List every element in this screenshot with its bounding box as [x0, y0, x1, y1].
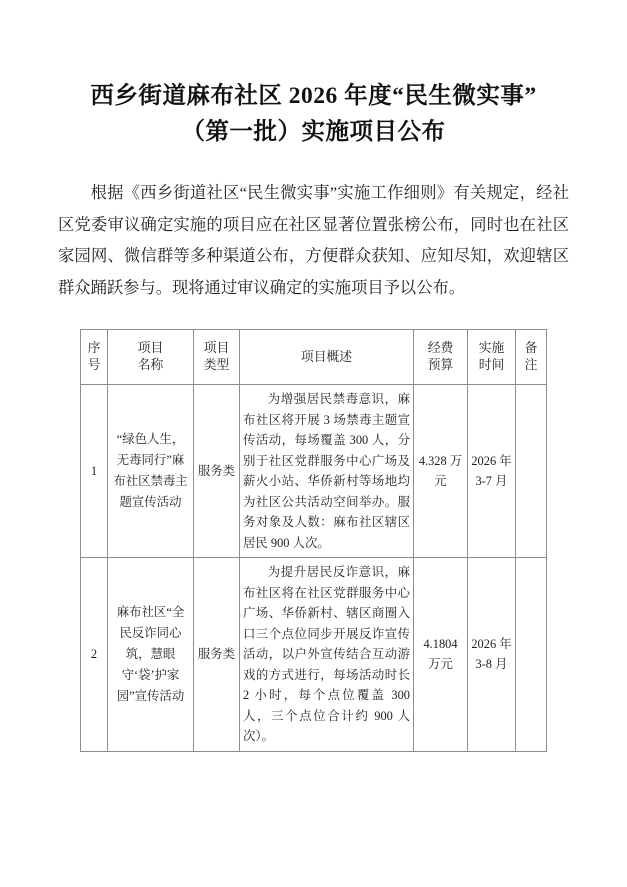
cell-project-description: 为提升居民反诈意识，麻布社区将在社区党群服务中心广场、华侨新村、辖区商圈入口三个点位同步开展反诈宣传活动，以户外宣传结合互动游戏的方式进行，每场活动时长 2 小时，每个点位覆盖 300 人，三个点位合计约 900 人次）。: [240, 558, 414, 752]
cell-remark: [516, 385, 547, 558]
column-header-project-type: [194, 330, 240, 385]
cell-project-description: 为增强居民禁毒意识，麻布社区将开展 3 场禁毒主题宣传活动，每场覆盖 300 人，分别于社区党群服务中心广场及薪火小站、华侨新村等场地均为社区公共活动空间举办。服务对象及人数：麻布社区辖区居民 900 人次。: [240, 385, 414, 558]
page-title: [0, 0, 627, 150]
column-header-remark-line-1: 备: [524, 341, 538, 355]
column-header-budget-line-1: 经费: [427, 341, 454, 355]
column-header-sequence-line-1: 序: [87, 341, 101, 355]
column-header-implementation-time-line-1: 实施: [478, 341, 505, 355]
cell-remark: [516, 558, 547, 752]
cell-budget: 4.328 万元: [414, 385, 468, 558]
column-header-project-type-line-2: 类型: [203, 358, 230, 372]
column-header-implementation-time: [468, 330, 516, 385]
column-header-implementation-time-line-2: 时间: [478, 358, 505, 372]
cell-sequence: 1: [81, 385, 108, 558]
column-header-sequence-line-2: 号: [87, 358, 101, 372]
table-body: [81, 385, 547, 752]
table-row: [81, 558, 547, 752]
page-title-line-2: （第一批）实施项目公布: [181, 119, 446, 145]
cell-sequence: 2: [81, 558, 108, 752]
cell-project-name: 麻布社区“全民反诈同心筑，慧眼守‘袋’护家园”宣传活动: [108, 558, 194, 752]
column-header-project-name: [108, 330, 194, 385]
column-header-budget-line-2: 预算: [427, 358, 454, 372]
project-table-container: [0, 303, 627, 752]
column-header-remark-line-2: 注: [524, 358, 538, 372]
page-title-line-1: 西乡街道麻布社区 2026 年度“民生微实事”: [90, 83, 537, 109]
cell-budget: 4.1804 万元: [414, 558, 468, 752]
cell-implementation-time: 2026 年 3-8 月: [468, 558, 516, 752]
column-header-project-name-line-2: 名称: [137, 358, 164, 372]
body-paragraph: 根据《西乡街道社区“民生微实事”实施工作细则》有关规定，经社区党委审议确定实施的项目应在社区显著位置张榜公布，同时也在社区家园网、微信群等多种渠道公布，方便群众获知、应知尽知，欢迎辖区群众踊跃参与。现将通过审议确定的实施项目予以公布。: [58, 183, 569, 297]
cell-project-type: 服务类: [194, 558, 240, 752]
column-header-budget: [414, 330, 468, 385]
table-row: [81, 385, 547, 558]
table-header: [81, 330, 547, 385]
column-header-project-description: 项目概述: [240, 330, 414, 385]
column-header-project-type-line-1: 项目: [203, 341, 230, 355]
project-table: [80, 329, 547, 752]
cell-implementation-time: 2026 年 3-7 月: [468, 385, 516, 558]
cell-project-name: “绿色人生，无毒同行”麻布社区禁毒主题宣传活动: [108, 385, 194, 558]
column-header-project-name-line-1: 项目: [137, 341, 164, 355]
table-header-row: [81, 330, 547, 385]
cell-project-type: 服务类: [194, 385, 240, 558]
column-header-remark: [516, 330, 547, 385]
column-header-sequence: [81, 330, 108, 385]
